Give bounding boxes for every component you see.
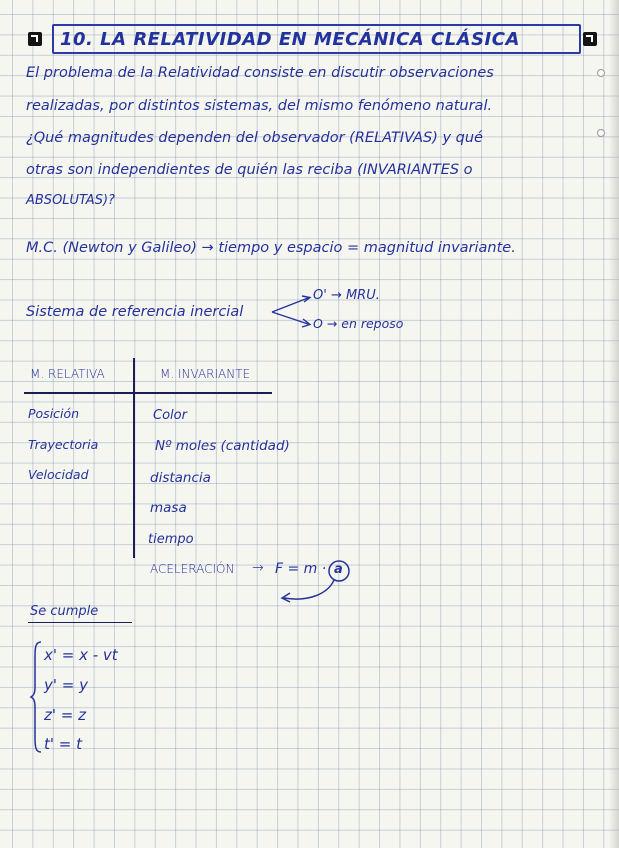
force-formula: F = m · — [275, 561, 327, 577]
arrow-glyph: → — [252, 560, 264, 576]
invariant-item: Color — [153, 408, 187, 423]
binding-ring — [597, 129, 605, 137]
branch-top-label: O' → MRU. — [313, 288, 380, 303]
relative-item: Posición — [28, 406, 80, 421]
equation: x' = x - vt — [44, 646, 118, 664]
binding-ring — [597, 69, 605, 77]
mc-statement: M.C. (Newton y Galileo) → tiempo y espacio = magnitud invariante. — [26, 240, 516, 256]
equation: t' = t — [44, 735, 82, 753]
invariant-item: Nº moles (cantidad) — [155, 438, 290, 454]
invariant-item: distancia — [150, 470, 211, 486]
page-edge-shadow — [609, 0, 619, 848]
cumple-underline — [28, 622, 132, 623]
checkbox-icon — [28, 32, 42, 46]
paragraph-line: ABSOLUTAS)? — [26, 193, 115, 208]
acceleration-label: ACELERACIÓN — [150, 562, 235, 576]
paragraph-line: ¿Qué magnitudes dependen del observador (RELATIVAS) y qué — [26, 130, 483, 146]
table-header-rule — [24, 392, 272, 394]
circled-a-label: a — [334, 562, 343, 577]
invariant-item: masa — [150, 500, 187, 516]
equation: z' = z — [44, 706, 86, 724]
curved-arrow-icon — [278, 578, 338, 606]
corner-arrow-icon — [583, 32, 597, 46]
relative-item: Velocidad — [28, 467, 89, 482]
paragraph-line: El problema de la Relatividad consiste en discutir observaciones — [26, 65, 494, 81]
invariant-item: tiempo — [148, 532, 194, 547]
relative-item: Trayectoria — [28, 437, 99, 452]
table-header-invariant: M. INVARIANTE — [160, 367, 251, 381]
inertial-system-label: Sistema de referencia inercial — [26, 304, 244, 320]
branch-bottom-label: O → en reposo — [313, 316, 404, 331]
system-brace — [30, 640, 44, 754]
paragraph-line: otras son independientes de quién las reciba (INVARIANTES o — [26, 162, 473, 178]
table-header-relative: M. RELATIVA — [30, 367, 105, 381]
cumple-label: Se cumple — [30, 604, 99, 619]
table-divider — [133, 358, 135, 558]
paragraph-line: realizadas, por distintos sistemas, del mismo fenómeno natural. — [26, 98, 493, 114]
equation: y' = y — [44, 676, 88, 694]
page-title: 10. LA RELATIVIDAD EN MECÁNICA CLÁSICA — [60, 29, 520, 50]
